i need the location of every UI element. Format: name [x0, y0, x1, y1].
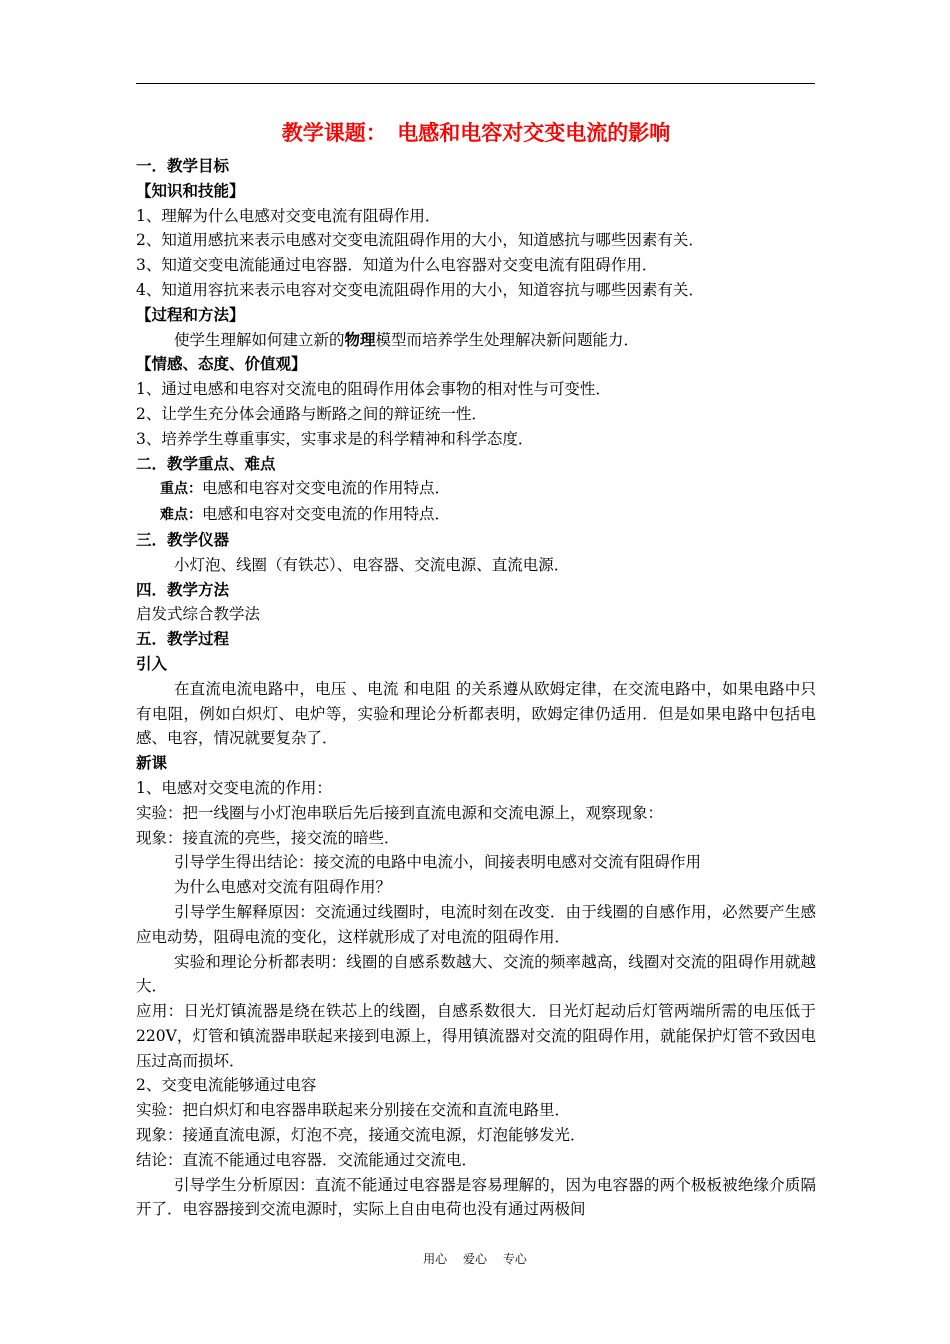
list-item: 1、理解为什么电感对交变电流有阻碍作用． [136, 206, 441, 225]
paragraph: 实验：把一线圈与小灯泡串联后先后接到直流电源和交流电源上，观察现象： [136, 803, 664, 822]
paragraph: 1、电感对交变电流的作用： [136, 778, 332, 797]
header-rule [136, 83, 815, 84]
paragraph: 引导学生得出结论：接交流的电路中电流小，间接表明电感对交流有阻碍作用 [174, 853, 702, 872]
footer-text: 用心 [423, 1252, 448, 1266]
subheading-knowledge: 【知识和技能】 [136, 181, 245, 200]
process-text-bold: 物理 [344, 329, 376, 349]
page-title: 教学课题： 电感和电容对交变电流的影响 [281, 121, 671, 145]
section-heading-objectives: 一．教学目标 [136, 157, 230, 175]
section-heading-methods: 四．教学方法 [136, 580, 230, 599]
list-item: 1、通过电感和电容对交流电的阻碍作用体会事物的相对性与可变性． [136, 380, 611, 399]
paragraph: 引导学生分析原因：直流不能通过电容器是容易理解的，因为电容器的两个极板被绝缘介质隔开了．电容器接到交流电源时，实际上自由电荷也没有通过两极间 [136, 1175, 816, 1219]
paragraph: 引导学生解释原因：交流通过线圈时，电流时刻在改变．由于线圈的自感作用，必然要产生感应电动势，阻碍电流的变化，这样就形成了对电流的阻碍作用． [136, 902, 816, 946]
section-heading-process: 五．教学过程 [136, 630, 230, 649]
difficult-text: 电感和电容对交变电流的作用特点． [202, 505, 451, 524]
paragraph: 实验和理论分析都表明：线圈的自感系数越大、交流的频率越高，线圈对交流的阻碍作用就越大． [136, 952, 816, 996]
subheading-process: 【过程和方法】 [136, 305, 245, 324]
list-item: 4、知道用容抗来表示电容对交变电流阻碍作用的大小，知道容抗与哪些因素有关． [136, 280, 704, 299]
document-body [136, 118, 816, 1222]
paragraph: 为什么电感对交流有阻碍作用？ [174, 878, 392, 897]
paragraph: 2、交变电流能够通过电容 [136, 1076, 317, 1095]
process-text-a: 使学生理解如何建立新的 [174, 330, 345, 349]
new-lesson-heading: 新课 [136, 754, 168, 773]
process-text [136, 328, 816, 353]
paragraph: 结论：直流不能通过电容器．交流能通过交流电． [136, 1150, 478, 1169]
difficult-label: 难点： [160, 507, 202, 524]
section-heading-key-points: 二．教学重点、难点 [136, 454, 276, 473]
paragraph: 现象：接直流的亮些，接交流的暗些． [136, 828, 400, 847]
key-text: 电感和电容对交变电流的作用特点． [202, 479, 451, 498]
key-label: 重点： [160, 481, 202, 498]
difficult-point [136, 502, 816, 528]
paragraph: 现象：接通直流电源，灯泡不亮，接通交流电源，灯泡能够发光． [136, 1126, 586, 1145]
section-heading-instruments: 三．教学仪器 [136, 530, 230, 549]
list-item: 3、培养学生尊重事实，实事求是的科学精神和科学态度． [136, 429, 534, 448]
key-point [136, 476, 816, 502]
list-item: 3、知道交变电流能通过电容器．知道为什么电容器对交变电流有阻碍作用． [136, 256, 658, 275]
process-text-b: 模型而培养学生处理解决新问题能力． [375, 330, 640, 349]
subheading-emotion: 【情感、态度、价值观】 [136, 355, 307, 374]
methods-text: 启发式综合教学法 [136, 605, 261, 624]
footer-text: 爱心 [462, 1252, 487, 1266]
paragraph: 应用：日光灯镇流器是绕在铁芯上的线圈，自感系数很大．日光灯起动后灯管两端所需的电压低于220V，灯管和镇流器串联起来接到电源上，得用镇流器对交流的阻碍作用，就能保护灯管不致因电压过高而损坏． [136, 1002, 816, 1070]
page-footer [0, 1250, 950, 1267]
footer-text: 专心 [502, 1252, 527, 1266]
intro-heading: 引入 [136, 654, 168, 673]
list-item: 2、知道用感抗来表示电感对交变电流阻碍作用的大小，知道感抗与哪些因素有关． [136, 231, 704, 250]
list-item: 2、让学生充分体会通路与断路之间的辩证统一性． [136, 404, 487, 423]
intro-paragraph: 在直流电流电路中，电压 、电流 和电阻 的关系遵从欧姆定律，在交流电路中，如果电路中只有电阻，例如白炽灯、电炉等，实验和理论分析都表明，欧姆定律仍适用．但是如果电路中包括电感、电容，情况就要复杂了． [136, 679, 816, 748]
paragraph: 实验：把白炽灯和电容器串联起来分别接在交流和直流电路里． [136, 1101, 571, 1120]
instruments-text: 小灯泡、线圈（有铁芯）、电容器、交流电源、直流电源． [174, 555, 570, 574]
